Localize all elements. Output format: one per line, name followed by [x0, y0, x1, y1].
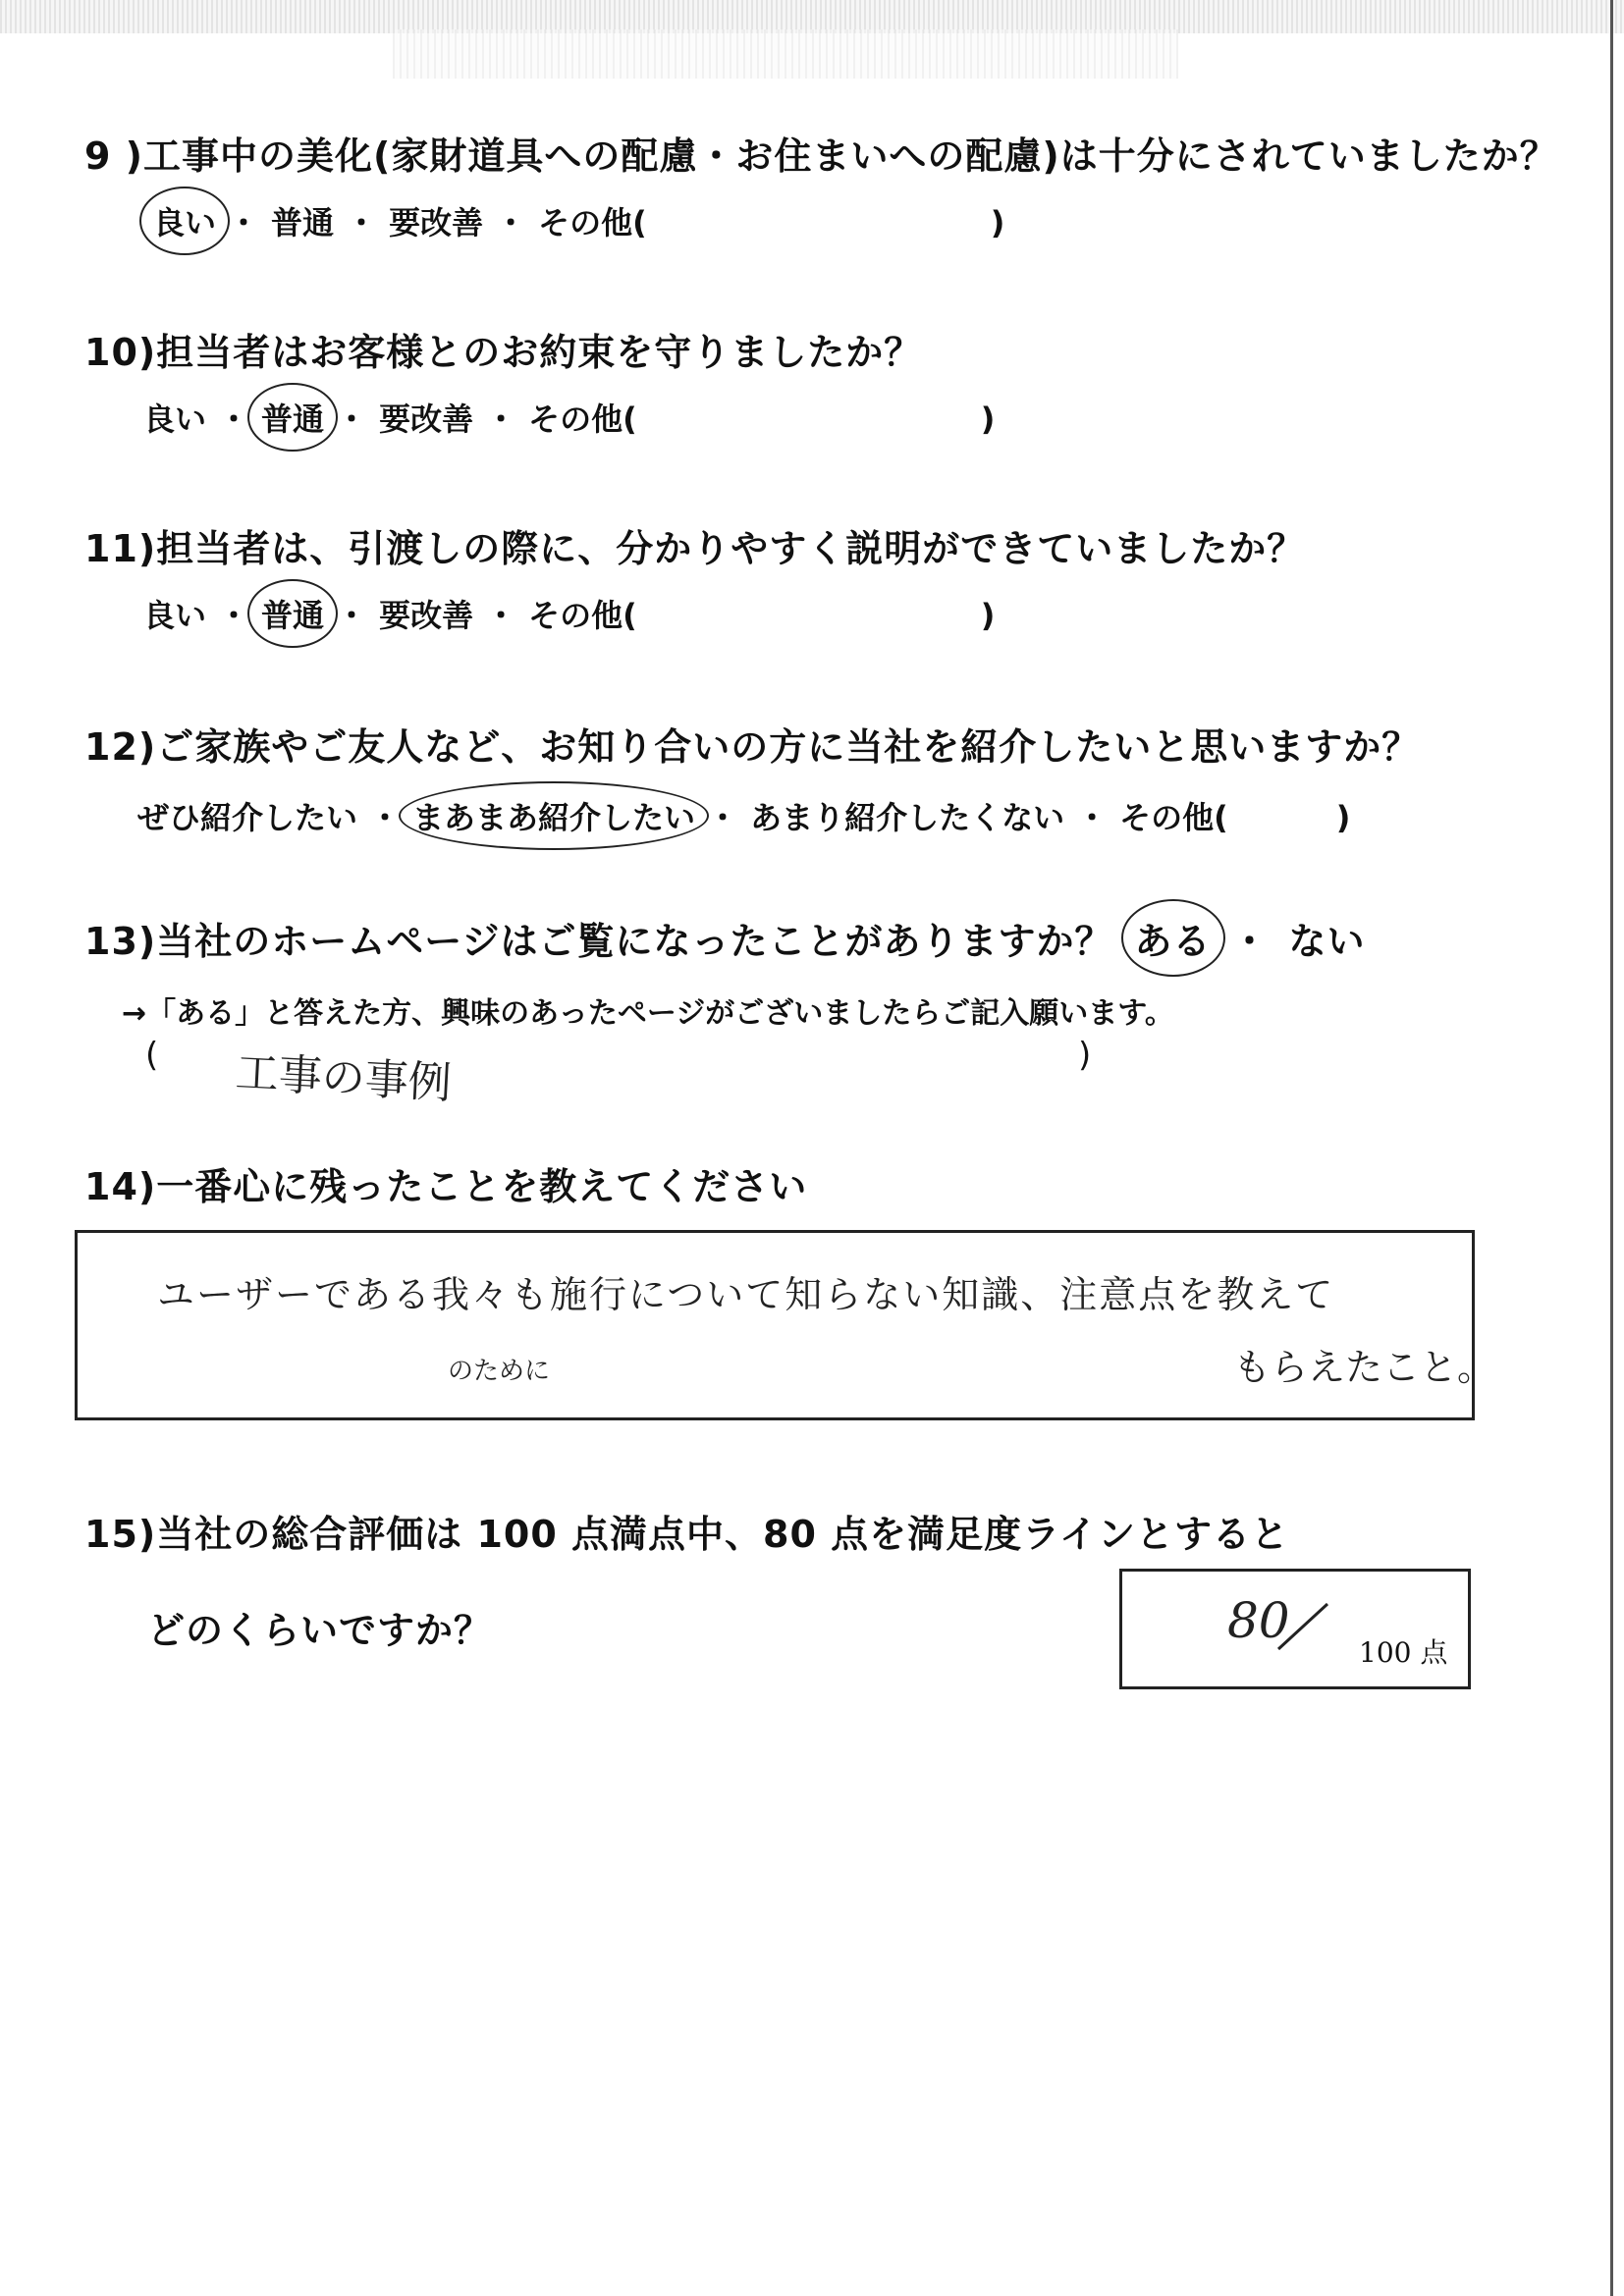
options-12: ぜひ紹介したい ・ まあまあ紹介したい ・ あまり紹介したくない ・ その他( )	[137, 793, 1350, 838]
scan-noise-band	[393, 29, 1178, 79]
question-15-line1: 15)当社の総合評価は 100 点満点中、80 点を満足度ラインとすると	[84, 1513, 1290, 1556]
question-15-line2: どのくらいですか？	[147, 1609, 493, 1652]
option-13-no[interactable]: ない	[1288, 920, 1366, 963]
option-11-other[interactable]: その他(	[528, 597, 637, 634]
option-10-needs-improvement[interactable]: 要改善	[379, 400, 474, 438]
option-9-other-close: )	[990, 204, 1005, 241]
option-11-good[interactable]: 良い	[143, 597, 207, 634]
page-edge-shadow	[1610, 0, 1613, 2296]
q15-out-of-label: 100 点	[1359, 1636, 1448, 1669]
option-9-normal[interactable]: 普通	[271, 204, 335, 241]
option-10-good[interactable]: 良い	[143, 400, 207, 438]
option-12-other[interactable]: その他(	[1119, 799, 1228, 836]
option-10-other-close: )	[980, 400, 996, 438]
question-9: 9 )工事中の美化(家財道具への配慮・お住まいへの配慮)は十分にされていましたか？	[84, 134, 1558, 178]
question-13-note: →「ある」と答えた方、興味のあったページがございましたらご記入願います。	[122, 996, 1174, 1031]
option-12-not-really[interactable]: あまり紹介したくない	[750, 799, 1065, 836]
q14-handwritten-line1: ユーザーである我々も施行について知らない知識、注意点を教えて	[157, 1273, 1335, 1316]
question-12: 12)ご家族やご友人など、お知り合いの方に当社を紹介したいと思いますか？	[84, 725, 1421, 769]
option-12-other-close: )	[1335, 799, 1351, 836]
option-12-definitely[interactable]: ぜひ紹介したい	[137, 799, 358, 836]
q14-handwritten-line2: もらえたこと。	[1233, 1346, 1495, 1389]
q13-close-paren: )	[1078, 1036, 1092, 1075]
q14-answer-box[interactable]	[75, 1230, 1475, 1420]
question-10: 10)担当者はお客様とのお約束を守りましたか？	[84, 331, 923, 374]
q13-handwritten-answer: 工事の事例	[234, 1047, 453, 1109]
option-11-normal-selected[interactable]: 普通	[261, 591, 324, 636]
option-9-needs-improvement[interactable]: 要改善	[389, 204, 484, 241]
option-12-somewhat-selected[interactable]: まあまあ紹介したい	[412, 793, 695, 838]
scan-noise-top	[0, 0, 1624, 33]
option-10-other[interactable]: その他(	[528, 400, 637, 438]
score-slash-mark	[1274, 1598, 1333, 1657]
q13-open-paren: (	[145, 1036, 159, 1075]
option-10-normal-selected[interactable]: 普通	[261, 395, 324, 440]
option-13-yes-selected[interactable]: ある	[1135, 911, 1212, 965]
options-9: 良い ・ 普通 ・ 要改善 ・ その他( )	[153, 198, 1004, 243]
question-11: 11)担当者は、引渡しの際に、分かりやすく説明ができていましたか？	[84, 527, 1306, 570]
option-9-good-selected[interactable]: 良い	[153, 198, 216, 243]
q15-handwritten-score: 80	[1227, 1592, 1290, 1649]
option-11-other-close: )	[980, 597, 996, 634]
question-14: 14)一番心に残ったことを教えてください	[84, 1165, 808, 1208]
options-10: 良い ・ 普通 ・ 要改善 ・ その他( )	[143, 395, 995, 440]
options-11: 良い ・ 普通 ・ 要改善 ・ その他( )	[143, 591, 995, 636]
option-9-other[interactable]: その他(	[538, 204, 647, 241]
option-11-needs-improvement[interactable]: 要改善	[379, 597, 474, 634]
question-13: 13)当社のホームページはご覧になったことがありますか？ ある ・ ない	[84, 911, 1366, 965]
question-13-text: 13)当社のホームページはご覧になったことがありますか？	[84, 920, 1113, 963]
q14-handwritten-insert: のために	[448, 1357, 551, 1386]
